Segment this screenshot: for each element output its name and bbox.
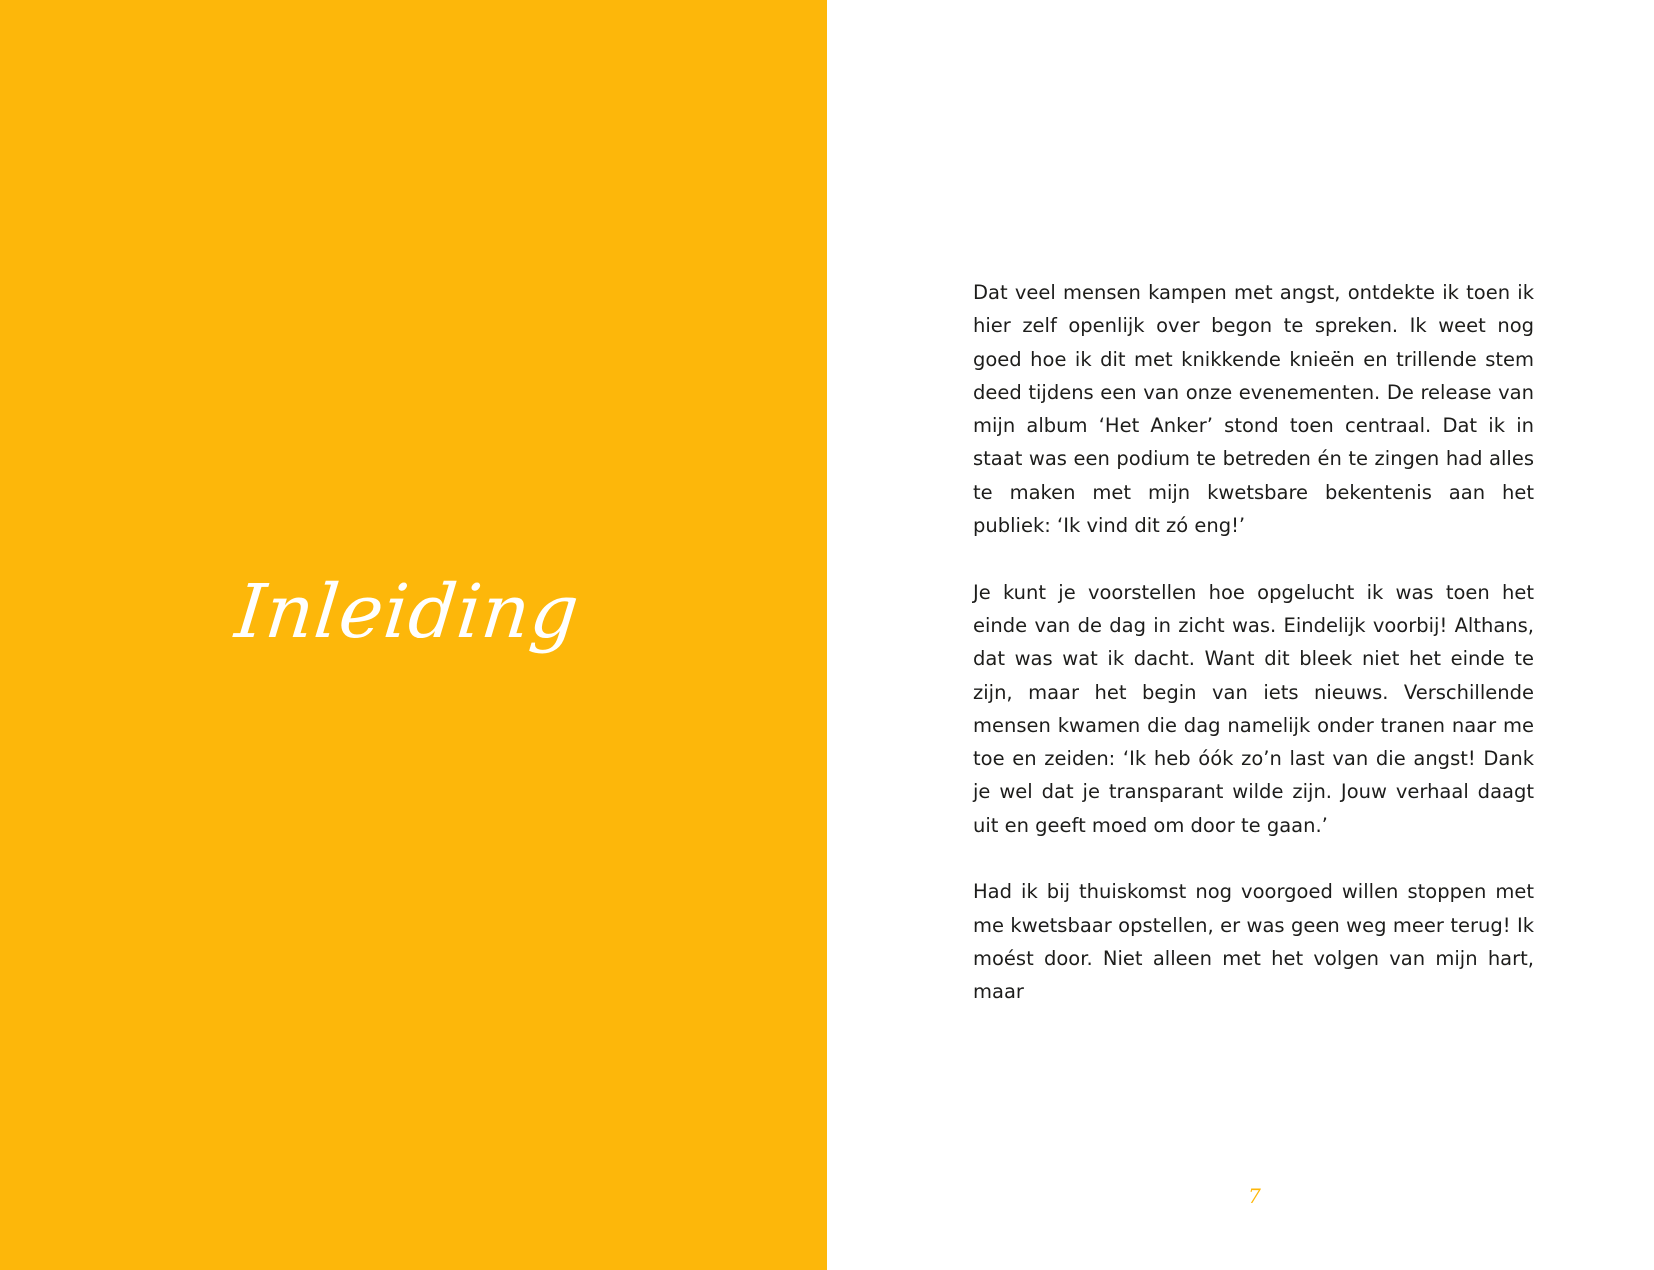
paragraph-1: Dat veel mensen kampen met angst, ontdekte ik toen ik hier zelf openlijk over begon te spreken. Ik weet nog goed hoe ik dit met knikkende knieën en trillende stem deed tijdens een van onze evenementen. De release van mijn album ‘Het Anker’ stond toen centraal. Dat ik in staat was een podium te betreden én te zingen had alles te maken met mijn kwetsbare bekentenis aan het publiek: ‘Ik vind dit zó eng!’ [973, 281, 1534, 538]
body-text [973, 276, 1534, 1042]
right-page-panel [827, 0, 1654, 1270]
page-number: 7 [1248, 1184, 1261, 1208]
paragraph-3: Had ik bij thuiskomst nog voorgoed willen stoppen met me kwetsbaar opstellen, er was geen weg meer terug! Ik moést door. Niet alleen met het volgen van mijn hart, maar [973, 880, 1534, 1004]
chapter-title: Inleiding [231, 569, 584, 655]
paragraph-2: Je kunt je voorstellen hoe opgelucht ik was toen het einde van de dag in zicht was. Eindelijk voorbij! Althans, dat was wat ik dacht. Want dit bleek niet het einde te zijn, maar het begin van iets nieuws. Verschillende mensen kwamen die dag namelijk onder tranen naar me toe en zeiden: ‘Ik heb óók zo’n last van die angst! Dank je wel dat je transparant wilde zijn. Jouw verhaal daagt uit en geeft moed om door te gaan.’ [973, 580, 1534, 837]
